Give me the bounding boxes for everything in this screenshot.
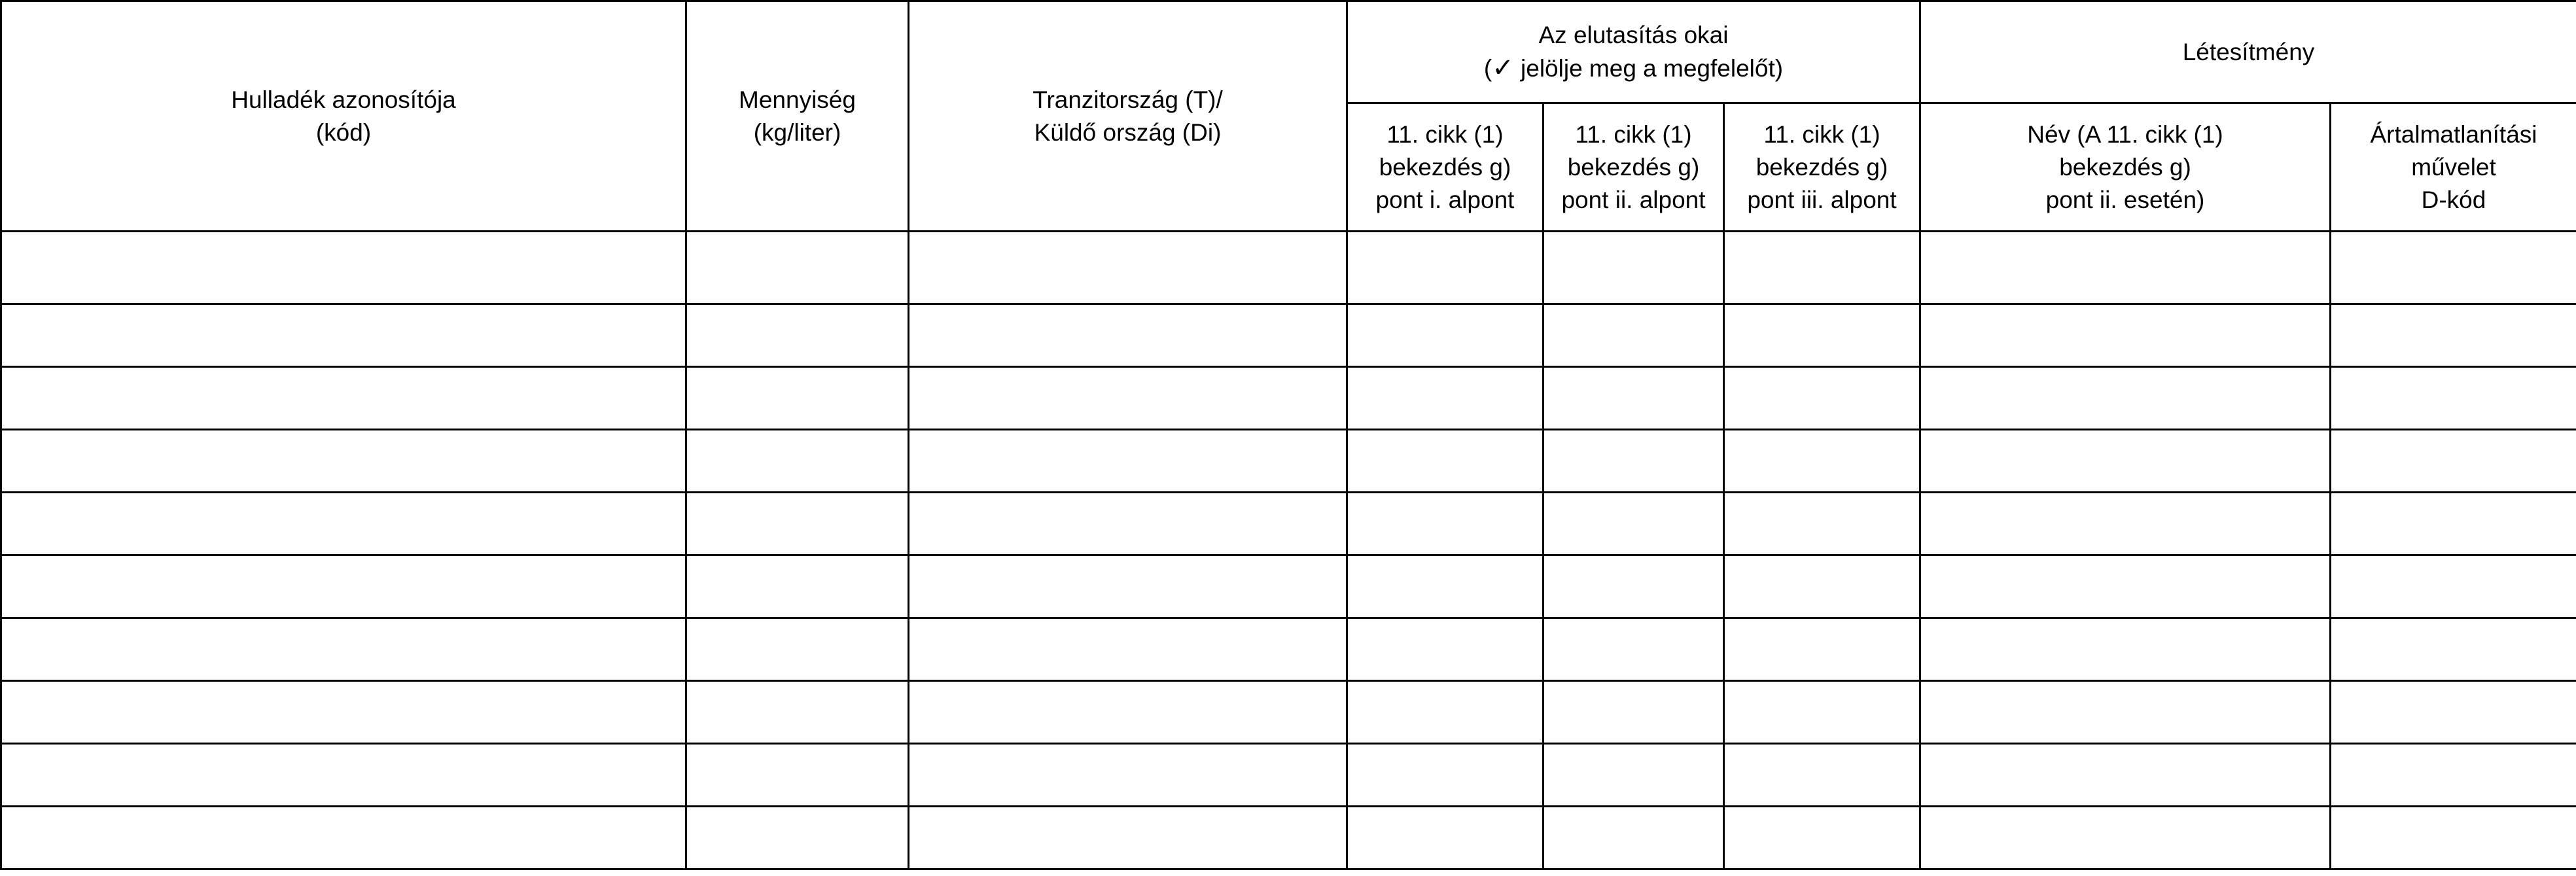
cell-facility-name[interactable] [1920,430,2331,493]
cell-quantity[interactable] [686,493,909,555]
table-row [1,681,2576,744]
open-paren: ( [1483,55,1492,82]
cell-waste-id[interactable] [1,304,686,367]
cell-reason-iii[interactable] [1724,807,1920,869]
cell-waste-id[interactable] [1,232,686,304]
header-facility-name-label: Név (A 11. cikk (1) bekezdés g) pont ii. esetén) [2027,120,2223,213]
cell-waste-id[interactable] [1,555,686,618]
cell-transit-country[interactable] [909,618,1347,681]
table-row [1,744,2576,807]
table-row [1,807,2576,869]
cell-quantity[interactable] [686,232,909,304]
header-transit-country [909,1,1347,232]
cell-transit-country[interactable] [909,367,1347,430]
table-row [1,367,2576,430]
cell-reason-i[interactable] [1347,232,1544,304]
cell-reason-ii[interactable] [1544,681,1724,744]
header-reason-point-iii-label: 11. cikk (1) bekezdés g) pont iii. alpont [1747,120,1897,213]
cell-facility-name[interactable] [1920,555,2331,618]
cell-transit-country[interactable] [909,493,1347,555]
cell-reason-ii[interactable] [1544,367,1724,430]
cell-reason-ii[interactable] [1544,493,1724,555]
cell-reason-i[interactable] [1347,807,1544,869]
cell-quantity[interactable] [686,807,909,869]
cell-waste-id[interactable] [1,807,686,869]
cell-quantity[interactable] [686,555,909,618]
cell-disposal-code[interactable] [2331,430,2576,493]
header-reason-point-i [1347,103,1544,232]
cell-reason-i[interactable] [1347,681,1544,744]
cell-facility-name[interactable] [1920,807,2331,869]
cell-disposal-code[interactable] [2331,555,2576,618]
header-facility-label: Létesítmény [2182,38,2315,65]
cell-transit-country[interactable] [909,430,1347,493]
cell-waste-id[interactable] [1,618,686,681]
cell-reason-iii[interactable] [1724,430,1920,493]
cell-quantity[interactable] [686,367,909,430]
header-waste-id-label: Hulladék azonosítója (kód) [231,86,456,146]
header-disposal-code [2331,103,2576,232]
cell-reason-i[interactable] [1347,618,1544,681]
cell-transit-country[interactable] [909,807,1347,869]
cell-disposal-code[interactable] [2331,807,2576,869]
cell-reason-iii[interactable] [1724,618,1920,681]
cell-waste-id[interactable] [1,430,686,493]
table-body [1,232,2576,869]
cell-reason-i[interactable] [1347,744,1544,807]
cell-facility-name[interactable] [1920,304,2331,367]
cell-transit-country[interactable] [909,304,1347,367]
header-disposal-code-label: Ártalmatlanítási művelet D-kód [2370,120,2537,213]
header-reason-point-iii [1724,103,1920,232]
cell-waste-id[interactable] [1,744,686,807]
cell-quantity[interactable] [686,304,909,367]
table-row [1,555,2576,618]
header-rejection-reasons-line2 [1348,52,1919,85]
cell-transit-country[interactable] [909,744,1347,807]
cell-facility-name[interactable] [1920,618,2331,681]
cell-reason-iii[interactable] [1724,681,1920,744]
header-reason-point-i-label: 11. cikk (1) bekezdés g) pont i. alpont [1375,120,1515,213]
cell-facility-name[interactable] [1920,367,2331,430]
cell-waste-id[interactable] [1,681,686,744]
cell-disposal-code[interactable] [2331,493,2576,555]
cell-reason-ii[interactable] [1544,555,1724,618]
cell-transit-country[interactable] [909,681,1347,744]
cell-reason-ii[interactable] [1544,807,1724,869]
cell-reason-i[interactable] [1347,367,1544,430]
cell-disposal-code[interactable] [2331,618,2576,681]
cell-reason-ii[interactable] [1544,430,1724,493]
cell-transit-country[interactable] [909,232,1347,304]
cell-disposal-code[interactable] [2331,304,2576,367]
header-rejection-reasons [1347,1,1920,103]
header-transit-country-label: Tranzitország (T)/ Küldő ország (Di) [1032,86,1223,146]
cell-reason-i[interactable] [1347,430,1544,493]
cell-reason-ii[interactable] [1544,304,1724,367]
header-waste-id [1,1,686,232]
cell-disposal-code[interactable] [2331,744,2576,807]
cell-reason-iii[interactable] [1724,493,1920,555]
table-row [1,232,2576,304]
cell-transit-country[interactable] [909,555,1347,618]
cell-reason-i[interactable] [1347,555,1544,618]
cell-facility-name[interactable] [1920,232,2331,304]
cell-facility-name[interactable] [1920,744,2331,807]
cell-reason-i[interactable] [1347,304,1544,367]
cell-quantity[interactable] [686,744,909,807]
header-reason-point-ii [1544,103,1724,232]
cell-quantity[interactable] [686,618,909,681]
cell-reason-ii[interactable] [1544,744,1724,807]
header-facility-name [1920,103,2331,232]
cell-facility-name[interactable] [1920,681,2331,744]
header-rejection-reasons-line1: Az elutasítás okai [1538,22,1729,48]
cell-reason-iii[interactable] [1724,232,1920,304]
check-mark-icon: ✓ [1492,53,1514,83]
table-row [1,618,2576,681]
header-quantity-label: Mennyiség (kg/liter) [739,86,856,146]
cell-disposal-code[interactable] [2331,367,2576,430]
header-rejection-reasons-line2-text: jelölje meg a megfelelőt) [1513,55,1784,82]
cell-disposal-code[interactable] [2331,232,2576,304]
table-row [1,430,2576,493]
cell-reason-iii[interactable] [1724,555,1920,618]
header-reason-point-ii-label: 11. cikk (1) bekezdés g) pont ii. alpont [1561,120,1706,213]
cell-quantity[interactable] [686,430,909,493]
cell-reason-iii[interactable] [1724,744,1920,807]
table-row [1,304,2576,367]
cell-reason-iii[interactable] [1724,367,1920,430]
cell-reason-ii[interactable] [1544,618,1724,681]
cell-waste-id[interactable] [1,367,686,430]
cell-facility-name[interactable] [1920,493,2331,555]
cell-reason-ii[interactable] [1544,232,1724,304]
header-facility [1920,1,2576,103]
cell-reason-i[interactable] [1347,493,1544,555]
cell-disposal-code[interactable] [2331,681,2576,744]
cell-reason-iii[interactable] [1724,304,1920,367]
header-quantity [686,1,909,232]
cell-quantity[interactable] [686,681,909,744]
table-row [1,493,2576,555]
header-row-top [1,1,2576,103]
cell-waste-id[interactable] [1,493,686,555]
